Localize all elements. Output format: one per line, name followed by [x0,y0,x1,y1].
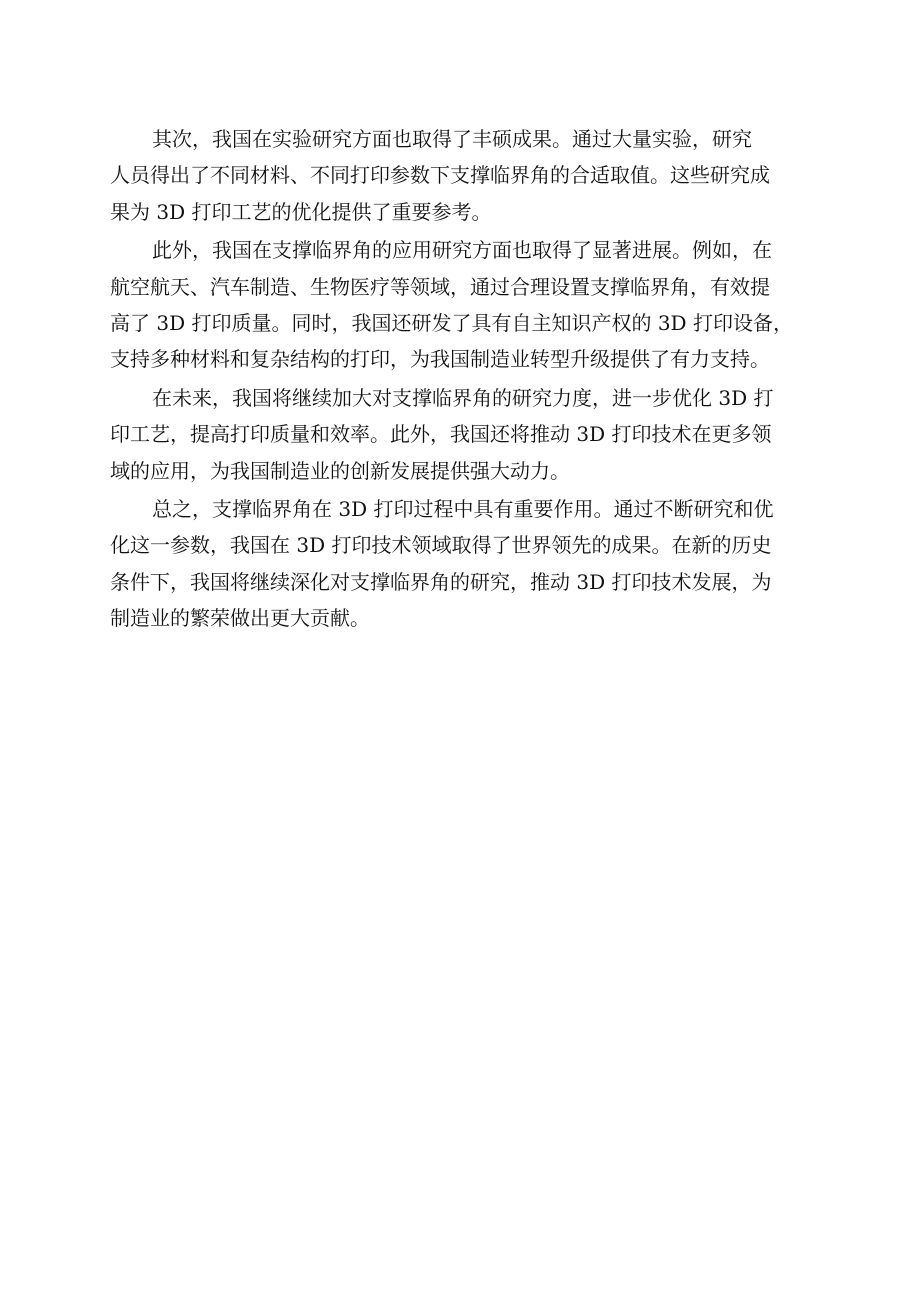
text-line: 其次，我国在实验研究方面也取得了丰硕成果。通过大量实验，研究 [152,127,752,151]
paragraph-future [110,380,815,489]
text-line: 制造业的繁荣做出更大贡献。 [110,606,370,631]
text-line: 条件下，我国将继续深化对支撑临界角的研究，推动 3D 打印技术发展，为 [110,569,772,594]
text-line: 化这一参数，我国在 3D 打印技术领域取得了世界领先的成果。在新的历史 [110,533,772,558]
paragraph-application-research [110,232,815,378]
text-line: 人员得出了不同材料、不同打印参数下支撑临界角的合适取值。这些研究成 [110,163,770,188]
text-line: 在未来，我国将继续加大对支撑临界角的研究力度，进一步优化 3D 打 [152,385,774,410]
paragraph-experimental-research [110,121,815,230]
text-line: 果为 3D 打印工艺的优化提供了重要参考。 [110,199,492,224]
text-line: 总之，支撑临界角在 3D 打印过程中具有重要作用。通过不断研究和优 [152,496,774,521]
text-line: 航空航天、汽车制造、生物医疗等领域，通过合理设置支撑临界角，有效提 [110,274,770,299]
paragraph-conclusion [110,491,815,637]
text-line: 支持多种材料和复杂结构的打印，为我国制造业转型升级提供了有力支持。 [110,347,770,372]
body-text [110,121,815,638]
text-line: 高了 3D 打印质量。同时，我国还研发了具有自主知识产权的 3D 打印设备， [110,310,793,335]
text-line: 此外，我国在支撑临界角的应用研究方面也取得了显著进展。例如，在 [152,238,772,263]
text-line: 域的应用，为我国制造业的创新发展提供强大动力。 [110,458,570,483]
text-line: 印工艺，提高打印质量和效率。此外，我国还将推动 3D 打印技术在更多领 [110,422,772,447]
